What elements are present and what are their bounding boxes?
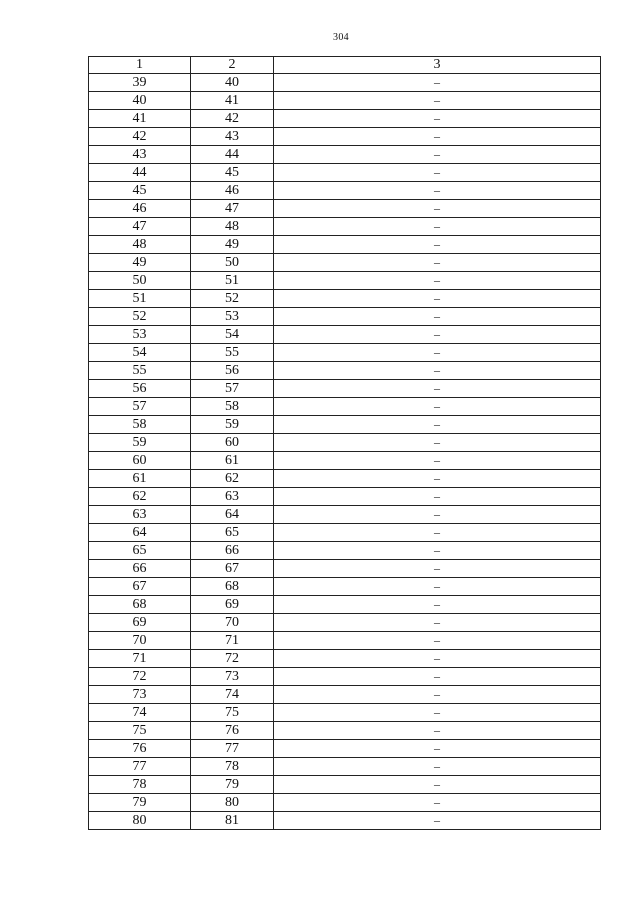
cell-col-3: – bbox=[274, 110, 601, 128]
cell-col-1: 48 bbox=[89, 236, 191, 254]
table-row bbox=[89, 542, 601, 560]
table-row bbox=[89, 164, 601, 182]
cell-col-1: 58 bbox=[89, 416, 191, 434]
table-body bbox=[89, 74, 601, 830]
cell-col-1: 51 bbox=[89, 290, 191, 308]
table-row bbox=[89, 632, 601, 650]
table-row bbox=[89, 650, 601, 668]
cell-col-2: 77 bbox=[191, 740, 274, 758]
cell-col-2: 51 bbox=[191, 272, 274, 290]
cell-col-2: 75 bbox=[191, 704, 274, 722]
table-row bbox=[89, 362, 601, 380]
table-row bbox=[89, 326, 601, 344]
table-row bbox=[89, 182, 601, 200]
cell-col-3: – bbox=[274, 218, 601, 236]
table-row bbox=[89, 740, 601, 758]
cell-col-3: – bbox=[274, 776, 601, 794]
table-row bbox=[89, 452, 601, 470]
cell-col-2: 41 bbox=[191, 92, 274, 110]
cell-col-1: 49 bbox=[89, 254, 191, 272]
cell-col-3: – bbox=[274, 182, 601, 200]
cell-col-1: 76 bbox=[89, 740, 191, 758]
column-header-3: 3 bbox=[274, 57, 601, 74]
cell-col-1: 66 bbox=[89, 560, 191, 578]
table-row bbox=[89, 506, 601, 524]
cell-col-3: – bbox=[274, 128, 601, 146]
cell-col-2: 65 bbox=[191, 524, 274, 542]
cell-col-2: 66 bbox=[191, 542, 274, 560]
cell-col-1: 62 bbox=[89, 488, 191, 506]
cell-col-3: – bbox=[274, 452, 601, 470]
cell-col-3: – bbox=[274, 668, 601, 686]
table-header bbox=[89, 57, 601, 74]
table-row bbox=[89, 596, 601, 614]
table-row bbox=[89, 812, 601, 830]
cell-col-1: 56 bbox=[89, 380, 191, 398]
cell-col-1: 77 bbox=[89, 758, 191, 776]
cell-col-2: 47 bbox=[191, 200, 274, 218]
cell-col-2: 73 bbox=[191, 668, 274, 686]
cell-col-3: – bbox=[274, 308, 601, 326]
cell-col-2: 79 bbox=[191, 776, 274, 794]
cell-col-2: 62 bbox=[191, 470, 274, 488]
cell-col-1: 47 bbox=[89, 218, 191, 236]
cell-col-1: 69 bbox=[89, 614, 191, 632]
cell-col-1: 64 bbox=[89, 524, 191, 542]
cell-col-1: 78 bbox=[89, 776, 191, 794]
cell-col-1: 60 bbox=[89, 452, 191, 470]
table-row bbox=[89, 668, 601, 686]
cell-col-1: 72 bbox=[89, 668, 191, 686]
table-row bbox=[89, 722, 601, 740]
cell-col-2: 72 bbox=[191, 650, 274, 668]
cell-col-3: – bbox=[274, 326, 601, 344]
table-row bbox=[89, 416, 601, 434]
cell-col-2: 58 bbox=[191, 398, 274, 416]
cell-col-1: 70 bbox=[89, 632, 191, 650]
table-row bbox=[89, 488, 601, 506]
cell-col-2: 80 bbox=[191, 794, 274, 812]
table-row bbox=[89, 560, 601, 578]
table-row bbox=[89, 128, 601, 146]
cell-col-3: – bbox=[274, 614, 601, 632]
table-row bbox=[89, 200, 601, 218]
table-row bbox=[89, 776, 601, 794]
cell-col-1: 53 bbox=[89, 326, 191, 344]
cell-col-3: – bbox=[274, 236, 601, 254]
cell-col-2: 53 bbox=[191, 308, 274, 326]
cell-col-3: – bbox=[274, 542, 601, 560]
cell-col-1: 75 bbox=[89, 722, 191, 740]
cell-col-1: 74 bbox=[89, 704, 191, 722]
cell-col-3: – bbox=[274, 560, 601, 578]
header-row bbox=[89, 57, 601, 74]
cell-col-3: – bbox=[274, 254, 601, 272]
cell-col-1: 52 bbox=[89, 308, 191, 326]
cell-col-3: – bbox=[274, 596, 601, 614]
cell-col-1: 63 bbox=[89, 506, 191, 524]
cell-col-1: 71 bbox=[89, 650, 191, 668]
table-row bbox=[89, 524, 601, 542]
cell-col-1: 54 bbox=[89, 344, 191, 362]
cell-col-3: – bbox=[274, 398, 601, 416]
cell-col-3: – bbox=[274, 686, 601, 704]
cell-col-2: 50 bbox=[191, 254, 274, 272]
page-number: 304 bbox=[333, 32, 349, 43]
cell-col-2: 40 bbox=[191, 74, 274, 92]
column-header-1: 1 bbox=[89, 57, 191, 74]
table-row bbox=[89, 344, 601, 362]
table-row bbox=[89, 254, 601, 272]
cell-col-3: – bbox=[274, 632, 601, 650]
cell-col-1: 79 bbox=[89, 794, 191, 812]
cell-col-1: 65 bbox=[89, 542, 191, 560]
cell-col-1: 67 bbox=[89, 578, 191, 596]
cell-col-3: – bbox=[274, 434, 601, 452]
cell-col-2: 56 bbox=[191, 362, 274, 380]
cell-col-2: 42 bbox=[191, 110, 274, 128]
cell-col-1: 39 bbox=[89, 74, 191, 92]
cell-col-3: – bbox=[274, 794, 601, 812]
cell-col-3: – bbox=[274, 272, 601, 290]
cell-col-1: 80 bbox=[89, 812, 191, 830]
cell-col-1: 68 bbox=[89, 596, 191, 614]
cell-col-3: – bbox=[274, 344, 601, 362]
table-row bbox=[89, 398, 601, 416]
cell-col-1: 45 bbox=[89, 182, 191, 200]
table-row bbox=[89, 470, 601, 488]
cell-col-2: 60 bbox=[191, 434, 274, 452]
cell-col-3: – bbox=[274, 416, 601, 434]
cell-col-2: 49 bbox=[191, 236, 274, 254]
cell-col-2: 67 bbox=[191, 560, 274, 578]
table-row bbox=[89, 146, 601, 164]
cell-col-3: – bbox=[274, 722, 601, 740]
cell-col-3: – bbox=[274, 470, 601, 488]
cell-col-2: 52 bbox=[191, 290, 274, 308]
cell-col-3: – bbox=[274, 506, 601, 524]
cell-col-1: 40 bbox=[89, 92, 191, 110]
cell-col-2: 78 bbox=[191, 758, 274, 776]
cell-col-2: 69 bbox=[191, 596, 274, 614]
cell-col-3: – bbox=[274, 92, 601, 110]
table-row bbox=[89, 434, 601, 452]
cell-col-3: – bbox=[274, 200, 601, 218]
table-row bbox=[89, 236, 601, 254]
table-row bbox=[89, 380, 601, 398]
cell-col-3: – bbox=[274, 524, 601, 542]
cell-col-2: 44 bbox=[191, 146, 274, 164]
cell-col-3: – bbox=[274, 146, 601, 164]
table-row bbox=[89, 686, 601, 704]
cell-col-1: 59 bbox=[89, 434, 191, 452]
cell-col-3: – bbox=[274, 488, 601, 506]
cell-col-2: 74 bbox=[191, 686, 274, 704]
table-row bbox=[89, 272, 601, 290]
cell-col-2: 76 bbox=[191, 722, 274, 740]
cell-col-3: – bbox=[274, 650, 601, 668]
cell-col-2: 54 bbox=[191, 326, 274, 344]
table-row bbox=[89, 74, 601, 92]
cell-col-1: 61 bbox=[89, 470, 191, 488]
cell-col-3: – bbox=[274, 164, 601, 182]
cell-col-3: – bbox=[274, 758, 601, 776]
cell-col-2: 55 bbox=[191, 344, 274, 362]
cell-col-2: 57 bbox=[191, 380, 274, 398]
cell-col-3: – bbox=[274, 812, 601, 830]
cell-col-1: 41 bbox=[89, 110, 191, 128]
column-header-2: 2 bbox=[191, 57, 274, 74]
cell-col-1: 55 bbox=[89, 362, 191, 380]
cell-col-3: – bbox=[274, 740, 601, 758]
data-table bbox=[88, 56, 601, 830]
table-row bbox=[89, 578, 601, 596]
table-row bbox=[89, 758, 601, 776]
cell-col-1: 44 bbox=[89, 164, 191, 182]
cell-col-2: 48 bbox=[191, 218, 274, 236]
cell-col-3: – bbox=[274, 380, 601, 398]
cell-col-1: 42 bbox=[89, 128, 191, 146]
table-row bbox=[89, 92, 601, 110]
cell-col-2: 45 bbox=[191, 164, 274, 182]
cell-col-2: 63 bbox=[191, 488, 274, 506]
table-row bbox=[89, 794, 601, 812]
cell-col-1: 46 bbox=[89, 200, 191, 218]
cell-col-3: – bbox=[274, 362, 601, 380]
cell-col-1: 43 bbox=[89, 146, 191, 164]
cell-col-2: 70 bbox=[191, 614, 274, 632]
cell-col-3: – bbox=[274, 74, 601, 92]
cell-col-2: 59 bbox=[191, 416, 274, 434]
cell-col-2: 71 bbox=[191, 632, 274, 650]
table-row bbox=[89, 218, 601, 236]
cell-col-2: 64 bbox=[191, 506, 274, 524]
table-row bbox=[89, 704, 601, 722]
cell-col-2: 43 bbox=[191, 128, 274, 146]
table-row bbox=[89, 614, 601, 632]
cell-col-2: 46 bbox=[191, 182, 274, 200]
cell-col-1: 57 bbox=[89, 398, 191, 416]
table-row bbox=[89, 290, 601, 308]
cell-col-3: – bbox=[274, 578, 601, 596]
cell-col-2: 61 bbox=[191, 452, 274, 470]
cell-col-2: 68 bbox=[191, 578, 274, 596]
cell-col-2: 81 bbox=[191, 812, 274, 830]
cell-col-1: 50 bbox=[89, 272, 191, 290]
cell-col-3: – bbox=[274, 704, 601, 722]
cell-col-1: 73 bbox=[89, 686, 191, 704]
table-row bbox=[89, 308, 601, 326]
table-row bbox=[89, 110, 601, 128]
cell-col-3: – bbox=[274, 290, 601, 308]
